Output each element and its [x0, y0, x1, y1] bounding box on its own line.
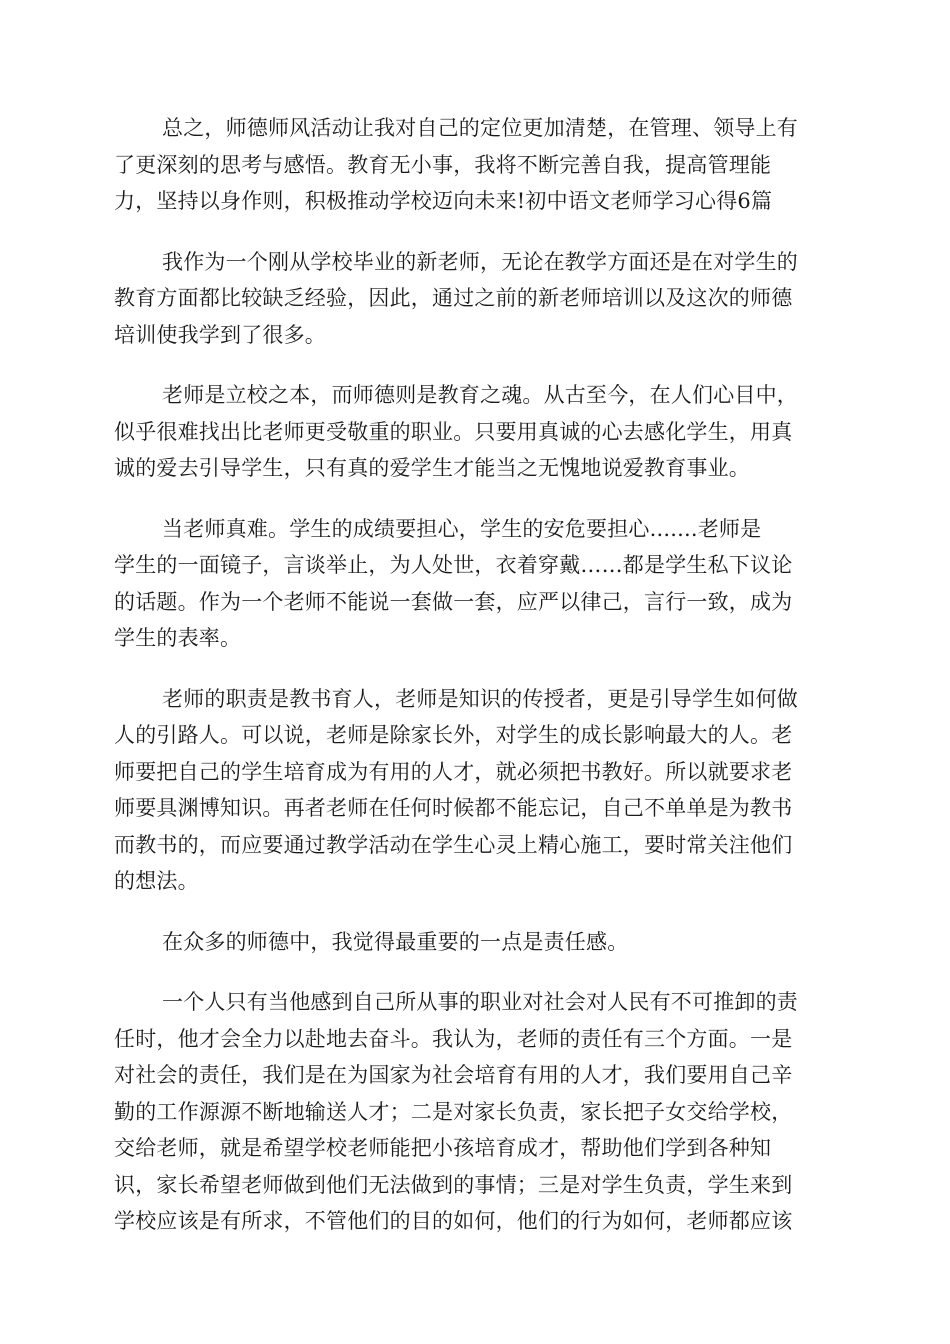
text-line: 任时，他才会全力以赴地去奋斗。我认为，老师的责任有三个方面。一是 — [114, 1026, 793, 1051]
text-line: 老师是立校之本，而师德则是教育之魂。从古至今，在人们心目中， — [162, 383, 798, 407]
text-line: 一个人只有当他感到自己所从事的职业对社会对人民有不可推卸的责 — [162, 990, 798, 1014]
text-line: 我作为一个刚从学校毕业的新老师，无论在教学方面还是在对学生的 — [162, 249, 798, 274]
paragraph-7 — [114, 984, 836, 1240]
paragraph-5 — [114, 681, 836, 900]
text-line: 人的引路人。可以说，老师是除家长外，对学生的成长影响最大的人。老 — [114, 723, 793, 747]
text-line: 在众多的师德中，我觉得最重要的一点是责任感。 — [162, 929, 629, 954]
text-line: 识，家长希望老师做到他们无法做到的事情；三是对学生负责，学生来到 — [114, 1172, 793, 1197]
text-line: 学生的表率。 — [114, 626, 242, 650]
text-line: 的话题。作为一个老师不能说一套做一套，应严以律己，言行一致，成为 — [114, 589, 793, 614]
text-line: 对社会的责任，我们是在为国家为社会培育有用的人才，我们要用自己辛 — [114, 1063, 793, 1087]
text-line: 师要把自己的学生培育成为有用的人才，就必须把书教好。所以就要求老 — [114, 759, 793, 784]
paragraph-4 — [114, 511, 836, 657]
text-line: 似乎很难找出比老师更受敬重的职业。只要用真诚的心去感化学生，用真 — [114, 419, 793, 444]
text-line: 当老师真难。学生的成绩要担心，学生的安危要担心.......老师是 — [162, 516, 762, 541]
text-line: 诚的爱去引导学生，只有真的爱学生才能当之无愧地说爱教育事业。 — [114, 456, 750, 480]
text-line: 培训使我学到了很多。 — [114, 322, 326, 347]
paragraph-1 — [114, 110, 836, 220]
text-line: 力，坚持以身作则，积极推动学校迈向未来!初中语文老师学习心得6篇 — [114, 189, 773, 213]
text-line: 师要具渊博知识。再者老师在任何时候都不能忘记，自己不单单是为教书 — [114, 796, 793, 820]
text-line: 学校应该是有所求，不管他们的目的如何，他们的行为如何，老师都应该 — [114, 1209, 793, 1233]
paragraph-2 — [114, 244, 836, 354]
text-line: 学生的一面镜子，言谈举止，为人处世，衣着穿戴……都是学生私下议论 — [114, 553, 793, 577]
paragraph-3 — [114, 377, 836, 487]
text-line: 勤的工作源源不断地输送人才；二是对家长负责，家长把子女交给学校， — [114, 1099, 793, 1124]
text-line: 而教书的，而应要通过教学活动在学生心灵上精心施工，要时常关注他们 — [114, 832, 793, 857]
text-line: 教育方面都比较缺乏经验，因此，通过之前的新老师培训以及这次的师德 — [114, 286, 793, 310]
text-line: 总之，师德师风活动让我对自己的定位更加清楚，在管理、领导上有 — [162, 116, 798, 140]
text-line: 老师的职责是教书育人，老师是知识的传授者，更是引导学生如何做 — [162, 686, 798, 711]
paragraph-6 — [114, 924, 836, 961]
text-line: 交给老师，就是希望学校老师能把小孩培育成才，帮助他们学到各种知 — [114, 1136, 772, 1160]
text-line: 了更深刻的思考与感悟。教育无小事，我将不断完善自我，提高管理能 — [114, 152, 772, 177]
text-line: 的想法。 — [114, 869, 199, 893]
document-page — [114, 110, 836, 1264]
